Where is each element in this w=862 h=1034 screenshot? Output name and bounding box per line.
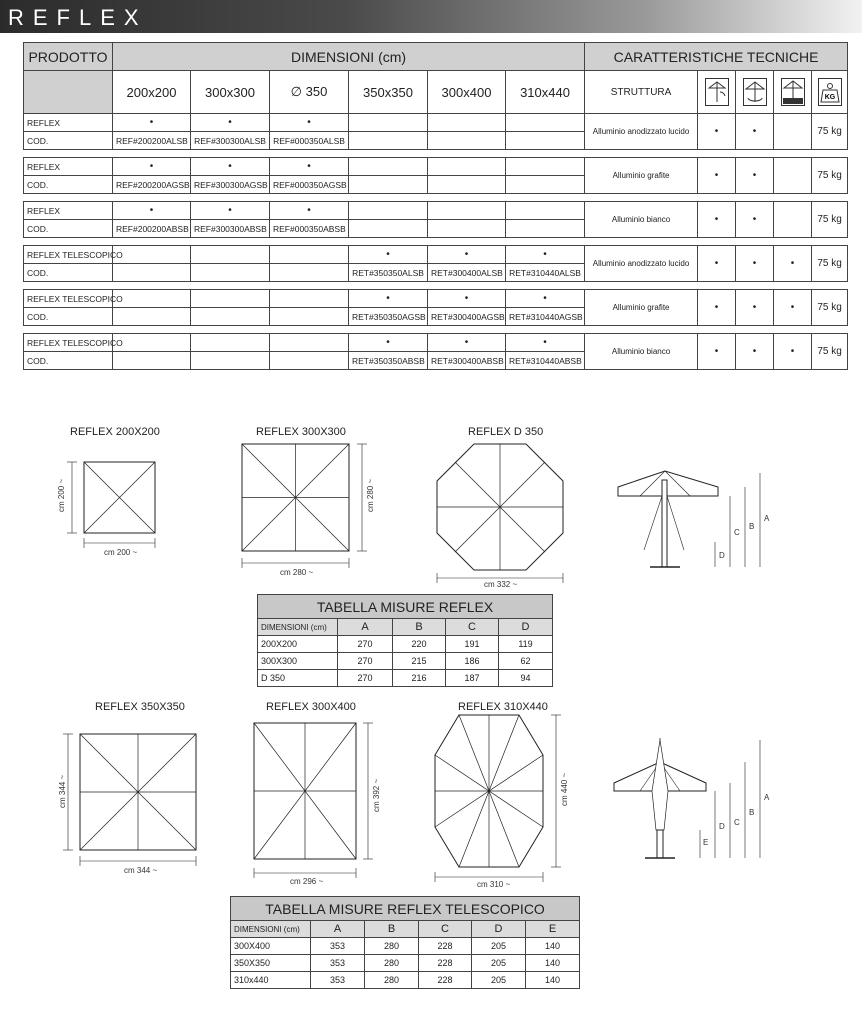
table-cell: 310x440 bbox=[231, 972, 311, 989]
column-header: E bbox=[526, 921, 580, 938]
feature-dot: • bbox=[736, 202, 774, 238]
size-header: 200x200 bbox=[113, 71, 191, 114]
table-row bbox=[258, 670, 553, 687]
table-cell: 140 bbox=[526, 955, 580, 972]
struttura-value: Alluminio bianco bbox=[585, 334, 698, 370]
size-header: ∅ 350 bbox=[270, 71, 349, 114]
dim-letter: B bbox=[749, 522, 755, 531]
prodotto-header: PRODOTTO bbox=[24, 43, 113, 71]
dim-letter: C bbox=[734, 818, 740, 827]
feature-dot: • bbox=[736, 246, 774, 282]
table-cell: 220 bbox=[393, 636, 446, 653]
table-cell: 205 bbox=[472, 972, 526, 989]
column-header: DIMENSIONI (cm) bbox=[231, 921, 311, 938]
column-header: C bbox=[446, 619, 499, 636]
table-cell: 186 bbox=[446, 653, 499, 670]
page-title: REFLEX bbox=[8, 5, 148, 30]
dim-label: cm 332 ~ bbox=[484, 580, 518, 589]
table-cell: 119 bbox=[499, 636, 553, 653]
struttura-value: Alluminio bianco bbox=[585, 202, 698, 238]
product-name: REFLEX bbox=[24, 158, 113, 176]
column-header: C bbox=[419, 921, 472, 938]
product-code: REF#200200AGSB bbox=[113, 176, 191, 194]
feature-dot: • bbox=[698, 290, 736, 326]
dim-label: cm 200 ~ bbox=[57, 478, 66, 512]
table-title: TABELLA MISURE REFLEX TELESCOPICO bbox=[231, 897, 580, 921]
dim-label: cm 440 ~ bbox=[560, 772, 569, 806]
availability-dot: • bbox=[113, 158, 191, 176]
table-row bbox=[231, 972, 580, 989]
table-cell: 300X300 bbox=[258, 653, 338, 670]
column-header: B bbox=[393, 619, 446, 636]
table-cell: 228 bbox=[419, 955, 472, 972]
size-header: 350x350 bbox=[349, 71, 428, 114]
size-header: 310x440 bbox=[506, 71, 585, 114]
column-header: A bbox=[338, 619, 393, 636]
product-code: RET#300400ALSB bbox=[428, 264, 506, 282]
drawing-title: REFLEX 200X200 bbox=[70, 426, 160, 438]
feature-dot: • bbox=[736, 158, 774, 194]
column-header: D bbox=[499, 619, 553, 636]
availability-dot: • bbox=[191, 158, 270, 176]
availability-dot: • bbox=[506, 246, 585, 264]
weight-value: 75 kg bbox=[812, 290, 848, 326]
product-code: RET#300400AGSB bbox=[428, 308, 506, 326]
availability-dot: • bbox=[506, 334, 585, 352]
dim-label: cm 280 ~ bbox=[366, 478, 375, 512]
product-name: REFLEX TELESCOPICO bbox=[24, 290, 113, 308]
table-cell: 228 bbox=[419, 972, 472, 989]
availability-dot: • bbox=[113, 114, 191, 132]
table-cell: 140 bbox=[526, 972, 580, 989]
drawing-title: REFLEX 300X400 bbox=[266, 701, 356, 713]
product-code: REF#000350ALSB bbox=[270, 132, 349, 150]
product-code: REF#000350AGSB bbox=[270, 176, 349, 194]
table-cell: 280 bbox=[365, 938, 419, 955]
product-code: REF#200200ABSB bbox=[113, 220, 191, 238]
table-cell: 200X200 bbox=[258, 636, 338, 653]
product-code: RET#350350ABSB bbox=[349, 352, 428, 370]
column-header: D bbox=[472, 921, 526, 938]
feature-dot: • bbox=[774, 290, 812, 326]
availability-dot: • bbox=[428, 290, 506, 308]
table-cell: 205 bbox=[472, 955, 526, 972]
table-cell: 216 bbox=[393, 670, 446, 687]
feature-dot: • bbox=[698, 334, 736, 370]
availability-dot: • bbox=[428, 246, 506, 264]
dim-label: cm 296 ~ bbox=[290, 877, 324, 886]
table-cell: 215 bbox=[393, 653, 446, 670]
availability-dot: • bbox=[270, 202, 349, 220]
dimensioni-header: DIMENSIONI (cm) bbox=[113, 43, 585, 71]
table-cell: 205 bbox=[472, 938, 526, 955]
availability-dot: • bbox=[506, 290, 585, 308]
table-cell: 270 bbox=[338, 636, 393, 653]
drawing-title: REFLEX 300X300 bbox=[256, 426, 346, 438]
dim-letter: D bbox=[719, 822, 725, 831]
table-title: TABELLA MISURE REFLEX bbox=[258, 595, 553, 619]
dim-label: cm 280 ~ bbox=[280, 568, 314, 577]
kg-badge: KG bbox=[824, 94, 835, 101]
weight-value: 75 kg bbox=[812, 114, 848, 150]
availability-dot: • bbox=[191, 202, 270, 220]
feature-dot: • bbox=[698, 202, 736, 238]
cod-label: COD. bbox=[24, 220, 113, 238]
availability-dot: • bbox=[270, 114, 349, 132]
dim-letter: A bbox=[764, 514, 770, 523]
table-cell: 187 bbox=[446, 670, 499, 687]
table-cell: 270 bbox=[338, 653, 393, 670]
availability-dot: • bbox=[113, 202, 191, 220]
struttura-value: Alluminio anodizzato lucido bbox=[585, 246, 698, 282]
availability-dot: • bbox=[191, 114, 270, 132]
size-header: 300x300 bbox=[191, 71, 270, 114]
feature-dot: • bbox=[774, 334, 812, 370]
product-code: REF#300300ABSB bbox=[191, 220, 270, 238]
table-cell: 191 bbox=[446, 636, 499, 653]
table-cell: 353 bbox=[311, 972, 365, 989]
caratteristiche-header: CARATTERISTICHE TECNICHE bbox=[585, 43, 848, 71]
struttura-value: Alluminio grafite bbox=[585, 158, 698, 194]
drawing-title: REFLEX 310X440 bbox=[458, 701, 548, 713]
dim-letter: C bbox=[734, 528, 740, 537]
product-code: RET#310440AGSB bbox=[506, 308, 585, 326]
column-header: B bbox=[365, 921, 419, 938]
dim-label: cm 310 ~ bbox=[477, 880, 511, 889]
table-cell: 280 bbox=[365, 955, 419, 972]
table-cell: D 350 bbox=[258, 670, 338, 687]
product-code: RET#350350AGSB bbox=[349, 308, 428, 326]
dim-letter: B bbox=[749, 808, 755, 817]
misure-reflex-table bbox=[257, 594, 553, 687]
table-row bbox=[231, 955, 580, 972]
availability-dot: • bbox=[428, 334, 506, 352]
table-cell: 300X400 bbox=[231, 938, 311, 955]
cod-label: COD. bbox=[24, 352, 113, 370]
dim-letter: E bbox=[703, 838, 709, 847]
drawing-title: REFLEX 350X350 bbox=[95, 701, 185, 713]
struttura-value: Alluminio grafite bbox=[585, 290, 698, 326]
cod-label: COD. bbox=[24, 264, 113, 282]
table-cell: 280 bbox=[365, 972, 419, 989]
dim-label: cm 344 ~ bbox=[124, 866, 158, 875]
table-cell: 140 bbox=[526, 938, 580, 955]
product-code: REF#200200ALSB bbox=[113, 132, 191, 150]
dim-label: cm 200 ~ bbox=[104, 548, 138, 557]
struttura-header: STRUTTURA bbox=[585, 71, 698, 114]
dim-letter: A bbox=[764, 793, 770, 802]
cod-label: COD. bbox=[24, 176, 113, 194]
availability-dot: • bbox=[349, 290, 428, 308]
weight-value: 75 kg bbox=[812, 246, 848, 282]
drawing-title: REFLEX D 350 bbox=[468, 426, 544, 438]
table-cell: 353 bbox=[311, 955, 365, 972]
column-header: DIMENSIONI (cm) bbox=[258, 619, 338, 636]
table-cell: 62 bbox=[499, 653, 553, 670]
weight-value: 75 kg bbox=[812, 202, 848, 238]
feature-dot: • bbox=[698, 246, 736, 282]
column-header: A bbox=[311, 921, 365, 938]
feature-dot: • bbox=[736, 290, 774, 326]
product-name: REFLEX bbox=[24, 114, 113, 132]
dim-label: cm 344 ~ bbox=[58, 774, 67, 808]
size-header: 300x400 bbox=[428, 71, 506, 114]
weight-value: 75 kg bbox=[812, 334, 848, 370]
table-cell: 353 bbox=[311, 938, 365, 955]
weight-value: 75 kg bbox=[812, 158, 848, 194]
dim-label: cm 392 ~ bbox=[372, 778, 381, 812]
product-name: REFLEX TELESCOPICO bbox=[24, 334, 113, 352]
table-cell: 270 bbox=[338, 670, 393, 687]
table-cell: 228 bbox=[419, 938, 472, 955]
table-row bbox=[258, 636, 553, 653]
cod-label: COD. bbox=[24, 308, 113, 326]
table-row bbox=[231, 938, 580, 955]
misure-telescopico-table bbox=[230, 896, 580, 989]
cod-label: COD. bbox=[24, 132, 113, 150]
table-cell: 94 bbox=[499, 670, 553, 687]
struttura-value: Alluminio anodizzato lucido bbox=[585, 114, 698, 150]
availability-dot: • bbox=[270, 158, 349, 176]
feature-dot: • bbox=[698, 158, 736, 194]
product-name: REFLEX bbox=[24, 202, 113, 220]
availability-dot: • bbox=[349, 334, 428, 352]
product-code: RET#300400ABSB bbox=[428, 352, 506, 370]
product-code: RET#350350ALSB bbox=[349, 264, 428, 282]
feature-dot: • bbox=[736, 334, 774, 370]
table-cell: 350X350 bbox=[231, 955, 311, 972]
feature-dot: • bbox=[698, 114, 736, 150]
product-code: REF#300300ALSB bbox=[191, 132, 270, 150]
product-code: REF#000350ABSB bbox=[270, 220, 349, 238]
dim-letter: D bbox=[719, 551, 725, 560]
product-code: RET#310440ALSB bbox=[506, 264, 585, 282]
product-code: RET#310440ABSB bbox=[506, 352, 585, 370]
availability-dot: • bbox=[349, 246, 428, 264]
table-row bbox=[258, 653, 553, 670]
product-code: REF#300300AGSB bbox=[191, 176, 270, 194]
feature-dot: • bbox=[736, 114, 774, 150]
feature-dot: • bbox=[774, 246, 812, 282]
product-name: REFLEX TELESCOPICO bbox=[24, 246, 113, 264]
